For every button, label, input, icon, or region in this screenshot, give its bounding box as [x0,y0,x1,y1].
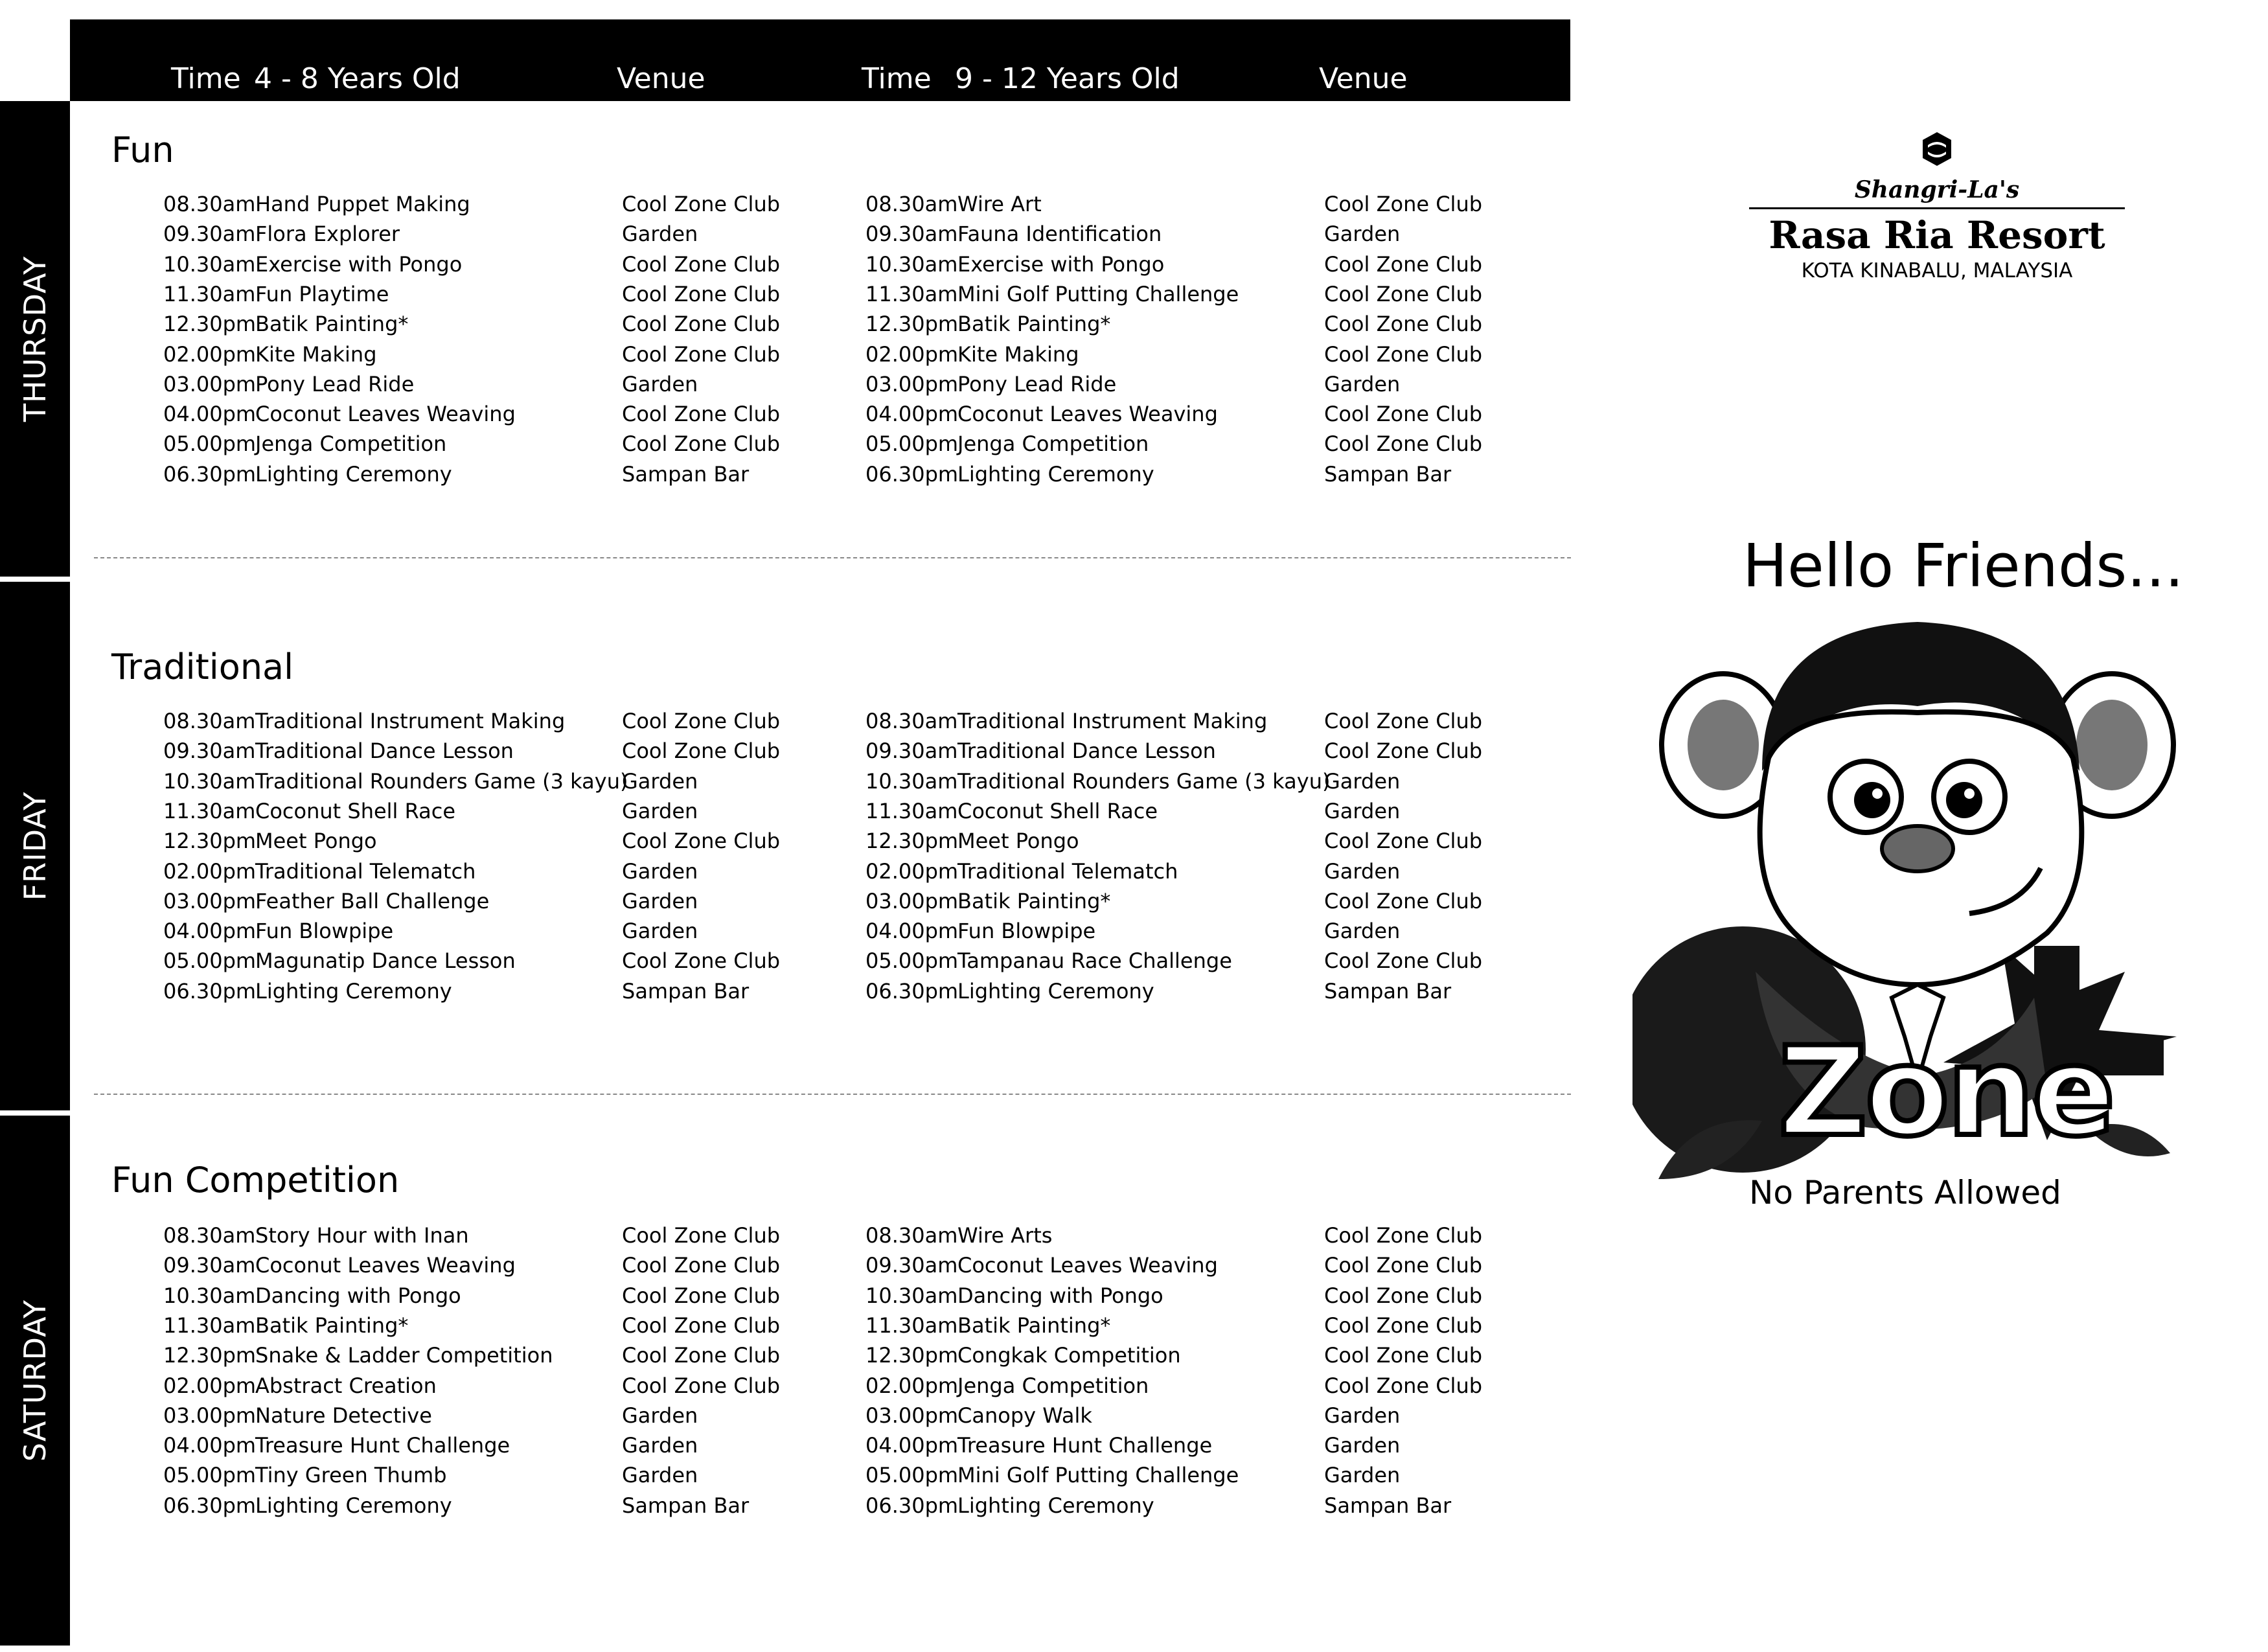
time-9-12: 08.30am [865,192,958,216]
venue-4-8: Cool Zone Club [622,312,781,337]
activity-4-8: Nature Detective [255,1403,432,1428]
brand-name: Rasa Ria Resort [1749,207,2125,257]
activity-9-12: Canopy Walk [957,1403,1092,1428]
header-age-group-2: 9 - 12 Years Old [955,62,1180,95]
activity-9-12: Wire Art [957,192,1042,216]
header-venue-2: Venue [1319,62,1408,95]
time-4-8: 11.30am [163,1313,256,1338]
activity-4-8: Fun Blowpipe [255,919,394,944]
brand-small: Shangri-La's [1854,176,2020,203]
venue-9-12: Cool Zone Club [1324,402,1483,427]
schedule-row [0,252,1568,282]
activity-4-8: Snake & Ladder Competition [255,1343,553,1368]
venue-4-8: Cool Zone Club [622,1283,781,1308]
time-4-8: 03.00pm [163,888,257,913]
time-4-8: 10.30am [163,251,256,277]
time-9-12: 08.30am [865,1223,958,1248]
venue-9-12: Cool Zone Club [1324,281,1483,306]
time-4-8: 03.00pm [163,371,257,396]
schedule-row [0,1493,1568,1523]
time-9-12: 02.00pm [865,858,959,884]
venue-9-12: Cool Zone Club [1324,1313,1483,1338]
day-label-friday: FRIDAY [17,791,52,901]
time-4-8: 12.30pm [163,312,257,337]
activity-9-12: Traditional Telematch [957,858,1178,884]
venue-9-12: Garden [1324,1463,1401,1488]
activity-9-12: Wire Arts [957,1223,1053,1248]
activity-4-8: Tiny Green Thumb [255,1463,447,1488]
venue-9-12: Cool Zone Club [1324,829,1483,854]
schedule-row [0,829,1568,858]
venue-4-8: Cool Zone Club [622,1223,781,1248]
time-4-8: 06.30pm [163,461,257,487]
venue-4-8: Cool Zone Club [622,341,781,367]
schedule-row [0,979,1568,1009]
time-9-12: 11.30am [865,798,958,823]
time-4-8: 10.30am [163,1283,256,1308]
venue-9-12: Cool Zone Club [1324,739,1483,764]
schedule-row [0,431,1568,461]
schedule-row [0,1403,1568,1433]
section-title-traditional: Traditional [111,647,294,687]
schedule-row [0,859,1568,889]
venue-9-12: Cool Zone Club [1324,1253,1483,1278]
activity-4-8: Kite Making [255,341,377,367]
time-4-8: 09.30am [163,739,256,764]
schedule-row [0,312,1568,341]
activity-9-12: Lighting Ceremony [957,461,1154,487]
activity-9-12: Pony Lead Ride [957,371,1117,396]
time-9-12: 03.00pm [865,888,959,913]
venue-4-8: Garden [622,1403,698,1428]
activity-4-8: Coconut Shell Race [255,798,456,823]
venue-9-12: Garden [1324,371,1401,396]
venue-4-8: Cool Zone Club [622,1373,781,1398]
activity-9-12: Fauna Identification [957,222,1162,247]
venue-9-12: Garden [1324,798,1401,823]
activity-4-8: Batik Painting* [255,1313,409,1338]
venue-4-8: Cool Zone Club [622,431,781,457]
time-9-12: 02.00pm [865,341,959,367]
time-9-12: 05.00pm [865,431,959,457]
schedule-row [0,799,1568,829]
time-9-12: 06.30pm [865,978,959,1004]
activity-4-8: Story Hour with Inan [255,1223,469,1248]
schedule-row [0,739,1568,768]
activity-4-8: Batik Painting* [255,312,409,337]
time-4-8: 06.30pm [163,978,257,1004]
activity-9-12: Kite Making [957,341,1079,367]
venue-4-8: Garden [622,919,698,944]
time-4-8: 02.00pm [163,1373,257,1398]
venue-9-12: Sampan Bar [1324,461,1452,487]
venue-4-8: Cool Zone Club [622,1313,781,1338]
tagline: No Parents Allowed [1749,1174,2061,1211]
venue-9-12: Cool Zone Club [1324,431,1483,457]
activity-9-12: Coconut Leaves Weaving [957,1253,1218,1278]
time-4-8: 08.30am [163,709,256,733]
activity-9-12: Jenga Competition [957,431,1149,457]
activity-4-8: Magunatip Dance Lesson [255,948,516,974]
time-9-12: 04.00pm [865,919,959,944]
zone-wordmark: Zone [1778,1020,2113,1164]
activity-4-8: Lighting Ceremony [255,461,452,487]
schedule-row [0,462,1568,492]
time-9-12: 09.30am [865,222,958,247]
activity-9-12: Treasure Hunt Challenge [957,1433,1213,1458]
activity-4-8: Jenga Competition [255,431,447,457]
venue-9-12: Garden [1324,222,1401,247]
schedule-row [0,1283,1568,1313]
venue-4-8: Garden [622,222,698,247]
time-4-8: 06.30pm [163,1493,257,1518]
time-9-12: 02.00pm [865,1373,959,1398]
activity-4-8: Traditional Telematch [255,858,476,884]
time-9-12: 06.30pm [865,461,959,487]
activity-9-12: Batik Painting* [957,888,1111,913]
venue-4-8: Cool Zone Club [622,739,781,764]
time-4-8: 05.00pm [163,948,257,974]
schedule-row [0,948,1568,978]
activity-4-8: Feather Ball Challenge [255,888,490,913]
greeting-headline: Hello Friends... [1743,531,2184,601]
activity-9-12: Meet Pongo [957,829,1079,854]
time-4-8: 11.30am [163,281,256,306]
time-4-8: 08.30am [163,192,256,216]
time-9-12: 03.00pm [865,1403,959,1428]
time-9-12: 11.30am [865,281,958,306]
venue-9-12: Sampan Bar [1324,978,1452,1004]
schedule-row [0,342,1568,372]
section-title-fun-competition: Fun Competition [111,1160,400,1200]
time-9-12: 05.00pm [865,948,959,974]
venue-9-12: Garden [1324,1403,1401,1428]
section-divider [94,557,1571,558]
venue-9-12: Cool Zone Club [1324,1223,1483,1248]
venue-9-12: Garden [1324,1433,1401,1458]
time-4-8: 02.00pm [163,858,257,884]
venue-4-8: Cool Zone Club [622,402,781,427]
activity-9-12: Jenga Competition [957,1373,1149,1398]
activity-9-12: Dancing with Pongo [957,1283,1163,1308]
time-9-12: 10.30am [865,1283,958,1308]
activity-9-12: Lighting Ceremony [957,1493,1154,1518]
venue-9-12: Garden [1324,919,1401,944]
activity-9-12: Fun Blowpipe [957,919,1096,944]
venue-4-8: Cool Zone Club [622,1343,781,1368]
section-divider [94,1094,1571,1095]
schedule-row [0,1223,1568,1253]
activity-4-8: Dancing with Pongo [255,1283,461,1308]
activity-9-12: Exercise with Pongo [957,251,1165,277]
time-4-8: 10.30am [163,768,256,794]
activity-4-8: Fun Playtime [255,281,389,306]
activity-4-8: Coconut Leaves Weaving [255,402,516,427]
venue-4-8: Cool Zone Club [622,281,781,306]
schedule-row [0,1253,1568,1283]
venue-9-12: Cool Zone Club [1324,888,1483,913]
activity-9-12: Batik Painting* [957,1313,1111,1338]
time-4-8: 08.30am [163,1223,256,1248]
venue-4-8: Garden [622,798,698,823]
time-4-8: 05.00pm [163,1463,257,1488]
time-4-8: 04.00pm [163,1433,257,1458]
time-9-12: 04.00pm [865,1433,959,1458]
venue-9-12: Cool Zone Club [1324,948,1483,974]
activity-9-12: Traditional Dance Lesson [957,739,1216,764]
venue-9-12: Garden [1324,768,1401,794]
schedule-row [0,1343,1568,1373]
activity-4-8: Flora Explorer [255,222,400,247]
activity-9-12: Mini Golf Putting Challenge [957,1463,1239,1488]
schedule-row [0,1373,1568,1403]
time-4-8: 03.00pm [163,1403,257,1428]
activity-9-12: Lighting Ceremony [957,978,1154,1004]
activity-9-12: Traditional Rounders Game (3 kayu) [957,768,1331,794]
resort-logo [1749,130,2125,292]
time-9-12: 03.00pm [865,371,959,396]
time-9-12: 10.30am [865,768,958,794]
venue-4-8: Garden [622,768,698,794]
venue-9-12: Cool Zone Club [1324,1343,1483,1368]
day-label-thursday: THURSDAY [17,255,52,422]
venue-4-8: Cool Zone Club [622,829,781,854]
time-9-12: 05.00pm [865,1463,959,1488]
venue-9-12: Cool Zone Club [1324,251,1483,277]
activity-4-8: Traditional Rounders Game (3 kayu) [255,768,628,794]
schedule-header [70,19,1570,101]
venue-4-8: Cool Zone Club [622,192,781,216]
schedule-row [0,889,1568,919]
schedule-row [0,282,1568,312]
activity-9-12: Traditional Instrument Making [957,709,1268,733]
venue-4-8: Garden [622,1463,698,1488]
header-age-group-1: 4 - 8 Years Old [254,62,461,95]
time-4-8: 02.00pm [163,341,257,367]
activity-9-12: Batik Painting* [957,312,1111,337]
venue-4-8: Sampan Bar [622,978,750,1004]
time-4-8: 11.30am [163,798,256,823]
activity-9-12: Mini Golf Putting Challenge [957,281,1239,306]
schedule-row [0,1463,1568,1493]
activity-4-8: Traditional Instrument Making [255,709,566,733]
venue-9-12: Cool Zone Club [1324,709,1483,733]
venue-4-8: Garden [622,371,698,396]
header-time-1: Time [171,62,241,95]
venue-9-12: Garden [1324,858,1401,884]
schedule-row [0,372,1568,402]
activity-4-8: Pony Lead Ride [255,371,415,396]
time-9-12: 09.30am [865,1253,958,1278]
time-4-8: 12.30pm [163,1343,257,1368]
venue-4-8: Garden [622,888,698,913]
schedule-row [0,192,1568,222]
activity-4-8: Traditional Dance Lesson [255,739,514,764]
time-9-12: 12.30pm [865,829,959,854]
venue-4-8: Garden [622,858,698,884]
schedule-row [0,222,1568,251]
activity-4-8: Hand Puppet Making [255,192,470,216]
header-time-2: Time [862,62,932,95]
venue-4-8: Cool Zone Club [622,251,781,277]
venue-4-8: Sampan Bar [622,1493,750,1518]
activity-9-12: Coconut Leaves Weaving [957,402,1218,427]
time-4-8: 04.00pm [163,919,257,944]
activity-4-8: Meet Pongo [255,829,377,854]
activity-4-8: Abstract Creation [255,1373,437,1398]
venue-9-12: Cool Zone Club [1324,192,1483,216]
brand-location: KOTA KINABALU, MALAYSIA [1801,259,2073,282]
time-4-8: 09.30am [163,222,256,247]
header-venue-1: Venue [617,62,705,95]
time-9-12: 12.30pm [865,312,959,337]
time-9-12: 11.30am [865,1313,958,1338]
venue-4-8: Garden [622,1433,698,1458]
venue-4-8: Cool Zone Club [622,1253,781,1278]
schedule-row [0,402,1568,431]
activity-4-8: Lighting Ceremony [255,978,452,1004]
schedule-row [0,1433,1568,1463]
time-4-8: 05.00pm [163,431,257,457]
venue-9-12: Cool Zone Club [1324,1373,1483,1398]
schedule-row [0,1313,1568,1343]
schedule-row [0,919,1568,948]
time-9-12: 10.30am [865,251,958,277]
day-label-saturday: SATURDAY [17,1299,52,1462]
time-4-8: 04.00pm [163,402,257,427]
venue-4-8: Sampan Bar [622,461,750,487]
activity-4-8: Coconut Leaves Weaving [255,1253,516,1278]
activity-4-8: Lighting Ceremony [255,1493,452,1518]
venue-9-12: Cool Zone Club [1324,1283,1483,1308]
venue-4-8: Cool Zone Club [622,948,781,974]
venue-9-12: Cool Zone Club [1324,341,1483,367]
activity-9-12: Tampanau Race Challenge [957,948,1232,974]
venue-4-8: Cool Zone Club [622,709,781,733]
activity-4-8: Exercise with Pongo [255,251,463,277]
time-9-12: 09.30am [865,739,958,764]
time-9-12: 04.00pm [865,402,959,427]
time-9-12: 08.30am [865,709,958,733]
activity-9-12: Congkak Competition [957,1343,1181,1368]
activity-4-8: Treasure Hunt Challenge [255,1433,510,1458]
shangri-la-logo-icon [1923,132,1951,166]
time-4-8: 12.30pm [163,829,257,854]
venue-9-12: Cool Zone Club [1324,312,1483,337]
schedule-row [0,709,1568,739]
time-9-12: 12.30pm [865,1343,959,1368]
section-title-fun: Fun [111,130,174,170]
time-4-8: 09.30am [163,1253,256,1278]
time-9-12: 06.30pm [865,1493,959,1518]
activity-9-12: Coconut Shell Race [957,798,1158,823]
schedule-row [0,769,1568,799]
venue-9-12: Sampan Bar [1324,1493,1452,1518]
